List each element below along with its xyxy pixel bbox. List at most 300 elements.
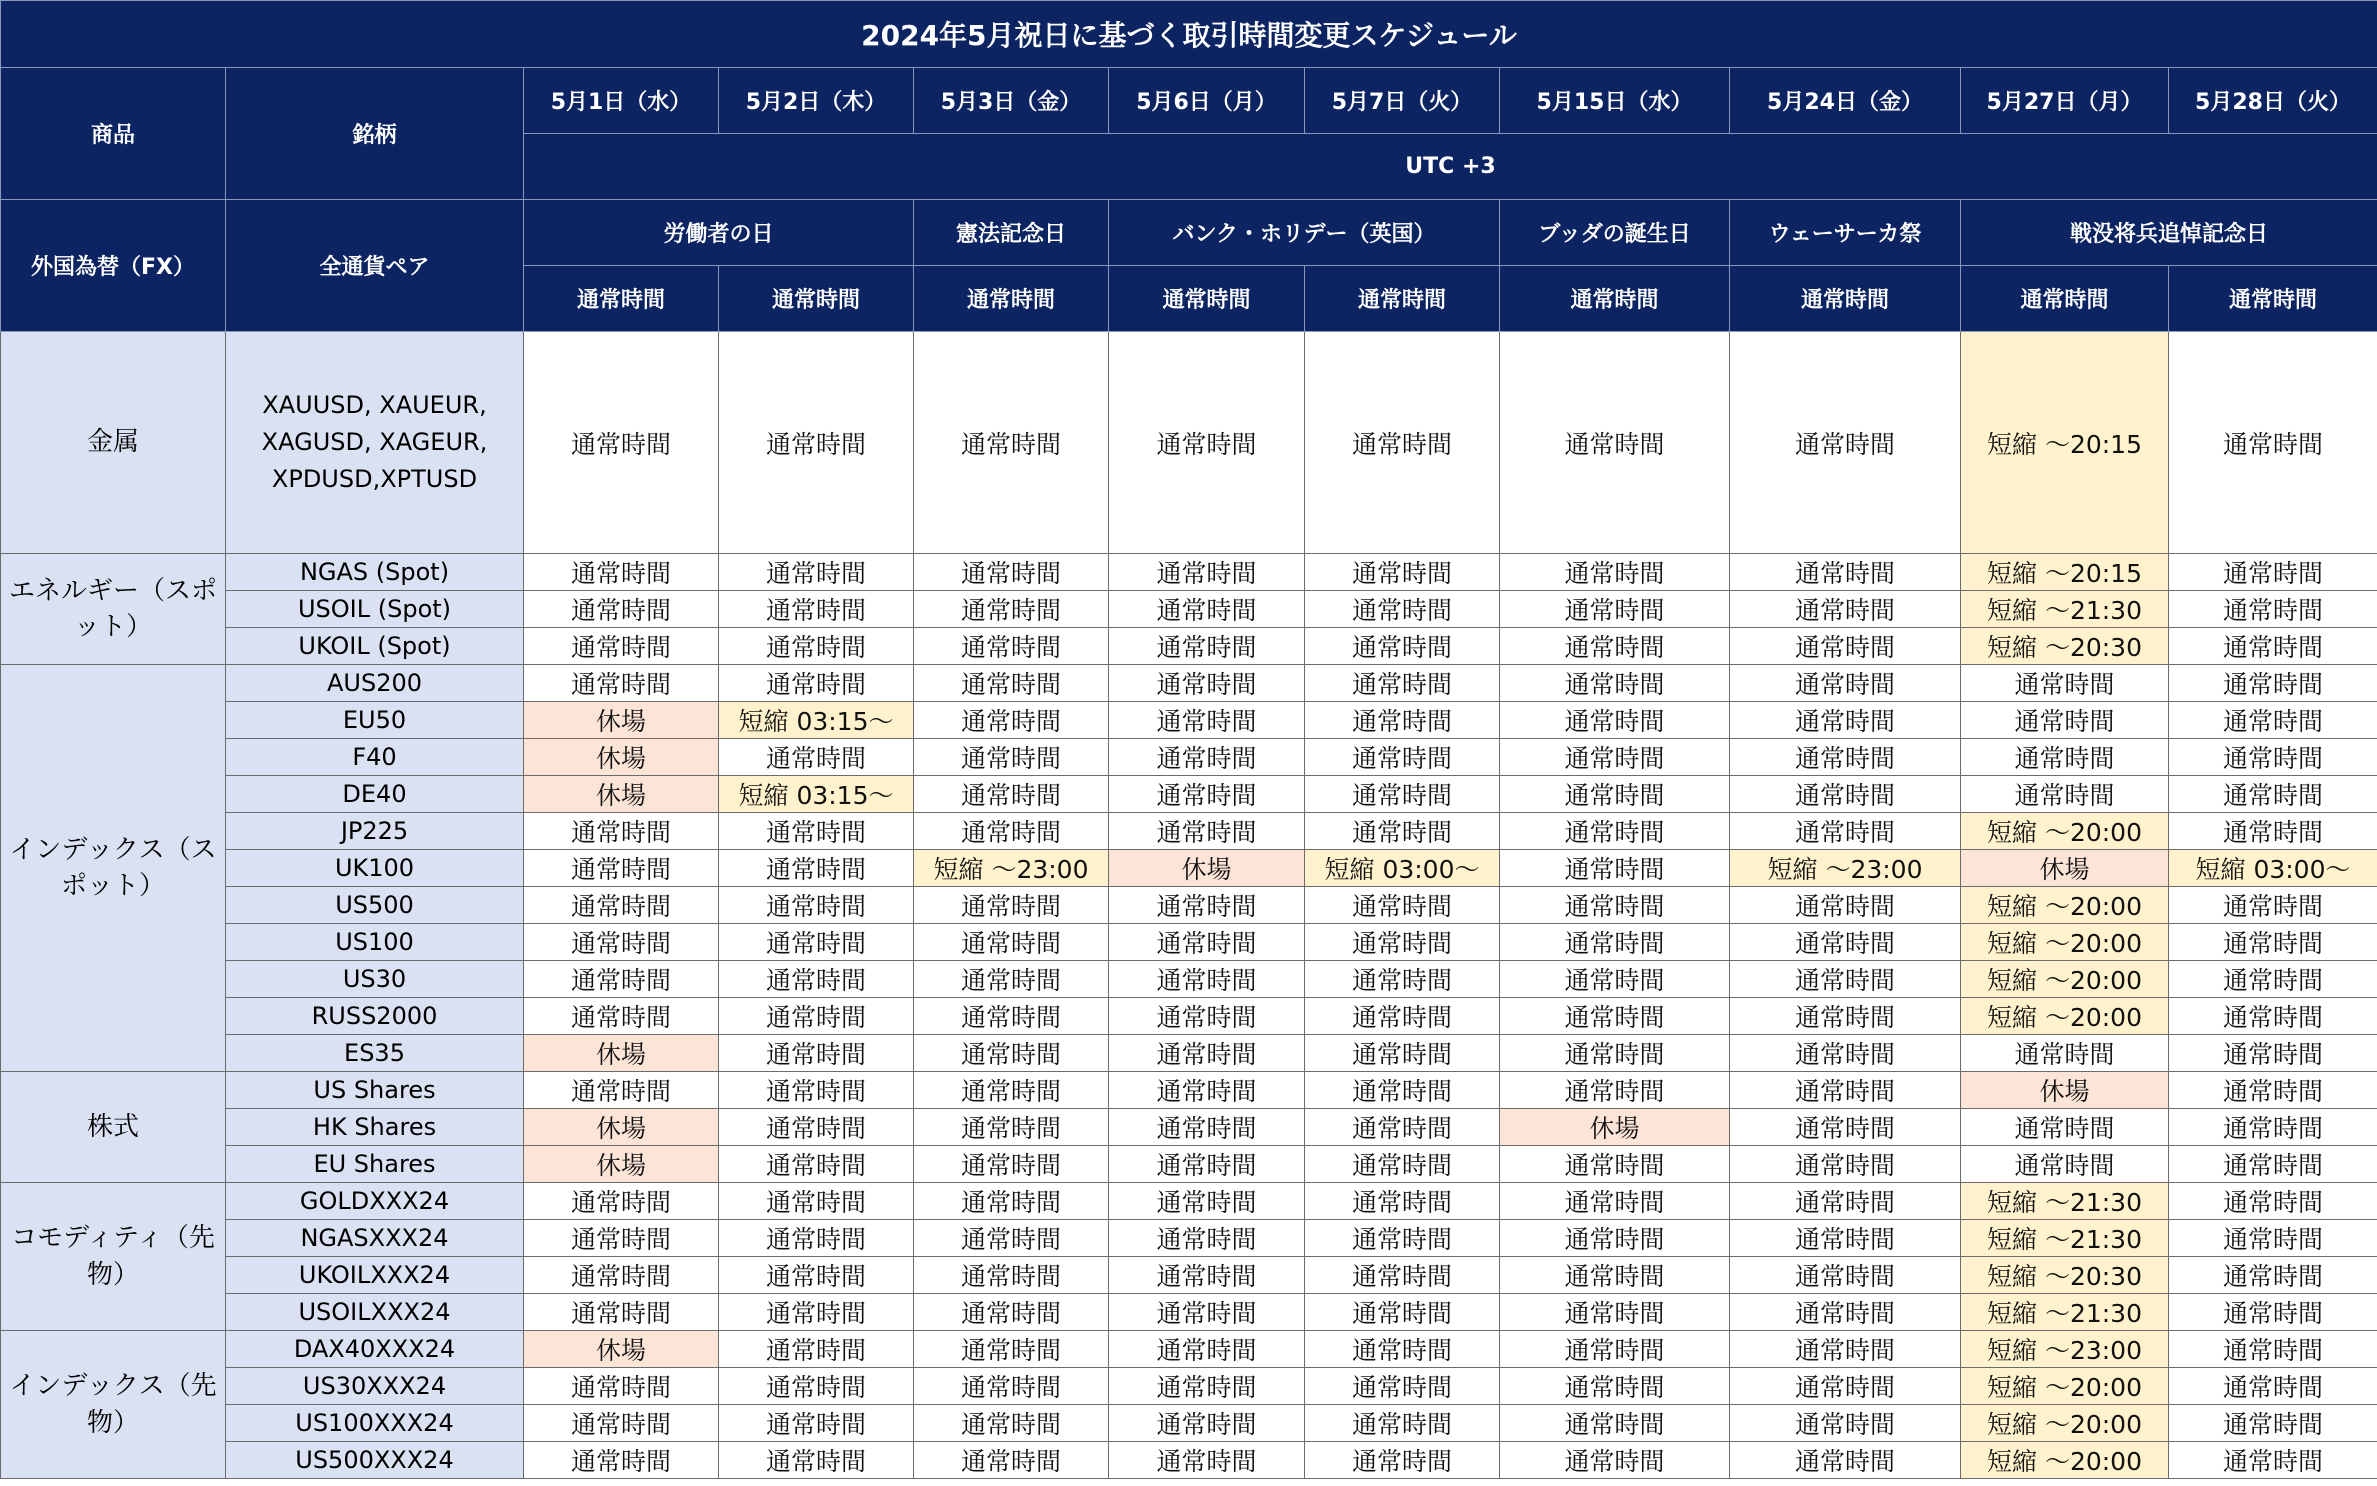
schedule-cell: 通常時間 [1730,591,1961,628]
schedule-cell: 休場 [1961,1072,2169,1109]
schedule-cell: 通常時間 [914,702,1109,739]
schedule-cell: 通常時間 [2169,1257,2377,1294]
schedule-cell: 通常時間 [524,332,719,554]
schedule-cell: 通常時間 [914,554,1109,591]
table-row [1,850,2377,887]
category-label: インデックス（先物） [1,1331,226,1479]
schedule-cell: 休場 [1109,850,1305,887]
schedule-cell: 通常時間 [719,1072,914,1109]
schedule-cell: 通常時間 [1109,998,1305,1035]
symbol-label: EU50 [226,702,524,739]
table-row [1,1294,2377,1331]
symbol-label: US100 [226,924,524,961]
schedule-cell: 通常時間 [1109,554,1305,591]
schedule-cell: 通常時間 [719,961,914,998]
schedule-cell: 通常時間 [1500,1035,1730,1072]
schedule-cell: 休場 [524,776,719,813]
schedule-cell: 通常時間 [1305,1220,1500,1257]
date-header: 5月1日（水） [524,68,719,134]
schedule-cell: 通常時間 [719,998,914,1035]
schedule-cell: 通常時間 [719,1405,914,1442]
schedule-cell: 通常時間 [1109,924,1305,961]
schedule-cell: 短縮 ～21:30 [1961,1183,2169,1220]
symbol-label: UKOILXXX24 [226,1257,524,1294]
schedule-cell: 通常時間 [1730,924,1961,961]
schedule-cell: 通常時間 [1305,332,1500,554]
schedule-cell: 短縮 ～20:00 [1961,1368,2169,1405]
schedule-cell: 通常時間 [524,1183,719,1220]
fx-status: 通常時間 [719,266,914,332]
schedule-cell: 通常時間 [1305,702,1500,739]
schedule-cell: 通常時間 [1305,961,1500,998]
schedule-cell: 通常時間 [914,1183,1109,1220]
schedule-cell: 通常時間 [1500,332,1730,554]
category-label: インデックス（スポット） [1,665,226,1072]
schedule-cell: 短縮 ～20:00 [1961,1405,2169,1442]
schedule-cell: 通常時間 [914,1405,1109,1442]
fx-symbols: 全通貨ペア [226,200,524,332]
schedule-cell: 休場 [524,1035,719,1072]
table-row [1,332,2377,554]
schedule-cell: 通常時間 [1730,1220,1961,1257]
date-header: 5月28日（火） [2169,68,2377,134]
schedule-cell: 通常時間 [719,1035,914,1072]
schedule-cell: 通常時間 [719,1109,914,1146]
schedule-cell: 通常時間 [914,1442,1109,1479]
schedule-cell: 通常時間 [1500,628,1730,665]
table-row [1,1405,2377,1442]
schedule-cell: 通常時間 [719,628,914,665]
schedule-cell: 通常時間 [719,665,914,702]
schedule-cell: 通常時間 [1305,813,1500,850]
symbol-label: USOIL (Spot) [226,591,524,628]
schedule-cell: 通常時間 [2169,591,2377,628]
schedule-cell: 通常時間 [1109,591,1305,628]
schedule-cell: 通常時間 [2169,961,2377,998]
schedule-cell: 通常時間 [1730,554,1961,591]
table-row [1,924,2377,961]
table-row [1,702,2377,739]
schedule-cell: 休場 [524,702,719,739]
schedule-cell: 通常時間 [1305,776,1500,813]
schedule-cell: 短縮 ～20:00 [1961,998,2169,1035]
schedule-cell: 短縮 ～20:30 [1961,628,2169,665]
schedule-cell: 通常時間 [1500,776,1730,813]
schedule-cell: 通常時間 [2169,1109,2377,1146]
schedule-cell: 通常時間 [2169,665,2377,702]
schedule-cell: 短縮 ～20:15 [1961,332,2169,554]
schedule-cell: 通常時間 [2169,813,2377,850]
schedule-cell: 短縮 03:15～ [719,776,914,813]
schedule-cell: 通常時間 [2169,332,2377,554]
schedule-cell: 通常時間 [524,1405,719,1442]
category-label: コモディティ（先物） [1,1183,226,1331]
schedule-cell: 通常時間 [914,665,1109,702]
schedule-cell: 休場 [524,1331,719,1368]
schedule-cell: 通常時間 [1500,1183,1730,1220]
schedule-cell: 通常時間 [719,850,914,887]
symbol-label: XAUUSD, XAUEUR, XAGUSD, XAGEUR, XPDUSD,XPTUSD [226,332,524,554]
schedule-cell: 通常時間 [1500,1257,1730,1294]
schedule-cell: 通常時間 [1500,591,1730,628]
schedule-cell: 通常時間 [1109,665,1305,702]
symbol-label: AUS200 [226,665,524,702]
schedule-cell: 通常時間 [914,961,1109,998]
table-row [1,961,2377,998]
holiday-header: 労働者の日 [524,200,914,266]
schedule-cell: 通常時間 [719,1294,914,1331]
schedule-cell: 通常時間 [1500,924,1730,961]
schedule-cell: 通常時間 [1730,1146,1961,1183]
schedule-cell: 通常時間 [1500,1331,1730,1368]
schedule-cell: 通常時間 [524,1072,719,1109]
category-label: 株式 [1,1072,226,1183]
schedule-cell: 通常時間 [1109,887,1305,924]
schedule-cell: 通常時間 [1730,1183,1961,1220]
table-row [1,739,2377,776]
schedule-cell: 通常時間 [2169,1220,2377,1257]
schedule-cell: 通常時間 [1730,887,1961,924]
holiday-header: バンク・ホリデー（英国） [1109,200,1500,266]
schedule-cell: 通常時間 [1109,739,1305,776]
fx-status: 通常時間 [2169,266,2377,332]
schedule-cell: 通常時間 [1500,1072,1730,1109]
symbol-label: US30XXX24 [226,1368,524,1405]
schedule-cell: 通常時間 [1500,665,1730,702]
schedule-cell: 通常時間 [914,1072,1109,1109]
schedule-cell: 通常時間 [914,776,1109,813]
schedule-cell: 通常時間 [1305,1109,1500,1146]
schedule-cell: 通常時間 [2169,554,2377,591]
schedule-cell: 短縮 ～23:00 [1961,1331,2169,1368]
product-header: 商品 [1,68,226,200]
schedule-cell: 短縮 03:00～ [2169,850,2377,887]
schedule-cell: 通常時間 [914,813,1109,850]
schedule-cell: 通常時間 [1109,776,1305,813]
schedule-cell: 通常時間 [524,1368,719,1405]
schedule-cell: 休場 [1500,1109,1730,1146]
table-row [1,554,2377,591]
schedule-cell: 通常時間 [1500,1405,1730,1442]
symbol-label: US Shares [226,1072,524,1109]
schedule-cell: 通常時間 [1961,739,2169,776]
schedule-cell: 通常時間 [1109,1035,1305,1072]
schedule-cell: 通常時間 [1500,554,1730,591]
schedule-cell: 通常時間 [1109,961,1305,998]
date-header: 5月27日（月） [1961,68,2169,134]
schedule-cell: 通常時間 [914,628,1109,665]
table-row [1,887,2377,924]
schedule-cell: 短縮 ～20:00 [1961,961,2169,998]
table-row [1,998,2377,1035]
schedule-cell: 通常時間 [1730,332,1961,554]
schedule-cell: 通常時間 [719,1442,914,1479]
symbol-label: ES35 [226,1035,524,1072]
table-title: 2024年5月祝日に基づく取引時間変更スケジュール [1,1,2377,68]
schedule-cell: 通常時間 [1730,1257,1961,1294]
schedule-cell: 通常時間 [1500,813,1730,850]
timezone-header: UTC +3 [524,134,2377,200]
schedule-cell: 通常時間 [1961,665,2169,702]
schedule-cell: 通常時間 [1305,1331,1500,1368]
table-row [1,1183,2377,1220]
schedule-cell: 短縮 ～21:30 [1961,591,2169,628]
symbol-header: 銘柄 [226,68,524,200]
symbol-label: NGASXXX24 [226,1220,524,1257]
schedule-cell: 通常時間 [2169,628,2377,665]
schedule-cell: 通常時間 [1730,665,1961,702]
schedule-cell: 通常時間 [1109,1146,1305,1183]
schedule-cell: 通常時間 [914,1294,1109,1331]
fx-status: 通常時間 [914,266,1109,332]
schedule-cell: 短縮 ～20:00 [1961,1442,2169,1479]
schedule-cell: 通常時間 [719,887,914,924]
schedule-cell: 短縮 ～23:00 [914,850,1109,887]
schedule-cell: 通常時間 [719,1146,914,1183]
fx-status: 通常時間 [1305,266,1500,332]
schedule-cell: 通常時間 [1730,998,1961,1035]
schedule-cell: 通常時間 [1305,591,1500,628]
schedule-cell: 通常時間 [524,1220,719,1257]
schedule-cell: 休場 [524,1146,719,1183]
schedule-cell: 通常時間 [1109,1331,1305,1368]
schedule-cell: 通常時間 [1305,998,1500,1035]
schedule-cell: 通常時間 [2169,739,2377,776]
schedule-cell: 通常時間 [1730,702,1961,739]
schedule-cell: 通常時間 [914,1146,1109,1183]
holiday-header: ウェーサーカ祭 [1730,200,1961,266]
schedule-cell: 通常時間 [524,813,719,850]
schedule-cell: 通常時間 [914,1109,1109,1146]
schedule-cell: 通常時間 [1109,1442,1305,1479]
schedule-cell: 通常時間 [1500,702,1730,739]
schedule-cell: 短縮 ～21:30 [1961,1220,2169,1257]
schedule-cell: 短縮 ～21:30 [1961,1294,2169,1331]
schedule-cell: 短縮 ～23:00 [1730,850,1961,887]
table-row [1,628,2377,665]
symbol-label: F40 [226,739,524,776]
schedule-cell: 通常時間 [1500,739,1730,776]
schedule-cell: 通常時間 [2169,1331,2377,1368]
symbol-label: NGAS (Spot) [226,554,524,591]
holiday-header: ブッダの誕生日 [1500,200,1730,266]
table-row [1,776,2377,813]
schedule-cell: 通常時間 [1305,1072,1500,1109]
schedule-cell: 通常時間 [914,887,1109,924]
schedule-cell: 通常時間 [524,1294,719,1331]
schedule-cell: 通常時間 [914,332,1109,554]
schedule-cell: 通常時間 [1305,1368,1500,1405]
schedule-cell: 通常時間 [1305,1294,1500,1331]
fx-category: 外国為替（FX） [1,200,226,332]
schedule-cell: 通常時間 [719,1331,914,1368]
schedule-body [1,332,2377,1479]
schedule-cell: 通常時間 [2169,776,2377,813]
schedule-cell: 通常時間 [1305,1405,1500,1442]
symbol-label: HK Shares [226,1109,524,1146]
schedule-cell: 通常時間 [1305,554,1500,591]
schedule-cell: 通常時間 [1109,628,1305,665]
symbol-label: DAX40XXX24 [226,1331,524,1368]
table-row [1,1368,2377,1405]
schedule-cell: 通常時間 [1109,813,1305,850]
fx-status: 通常時間 [1109,266,1305,332]
date-header: 5月15日（水） [1500,68,1730,134]
date-header: 5月6日（月） [1109,68,1305,134]
schedule-cell: 通常時間 [1109,1183,1305,1220]
schedule-cell: 休場 [524,1109,719,1146]
schedule-cell: 通常時間 [524,1257,719,1294]
date-header: 5月24日（金） [1730,68,1961,134]
symbol-label: US500 [226,887,524,924]
schedule-cell: 通常時間 [1730,628,1961,665]
category-label: エネルギー（スポット） [1,554,226,665]
schedule-cell: 通常時間 [1109,1257,1305,1294]
schedule-cell: 通常時間 [2169,1146,2377,1183]
schedule-cell: 通常時間 [1730,813,1961,850]
schedule-cell: 通常時間 [524,1442,719,1479]
schedule-cell: 通常時間 [914,1368,1109,1405]
schedule-cell: 通常時間 [1305,1442,1500,1479]
schedule-cell: 通常時間 [1730,961,1961,998]
schedule-cell: 通常時間 [914,1220,1109,1257]
schedule-cell: 通常時間 [1305,628,1500,665]
schedule-cell: 通常時間 [1730,1405,1961,1442]
schedule-cell: 通常時間 [1961,702,2169,739]
schedule-cell: 通常時間 [524,591,719,628]
schedule-cell: 通常時間 [1109,332,1305,554]
schedule-cell: 休場 [1961,850,2169,887]
schedule-cell: 通常時間 [524,850,719,887]
symbol-label: USOILXXX24 [226,1294,524,1331]
schedule-cell: 通常時間 [1109,1109,1305,1146]
schedule-cell: 通常時間 [719,1257,914,1294]
symbol-label: GOLDXXX24 [226,1183,524,1220]
schedule-cell: 通常時間 [914,739,1109,776]
table-row [1,1072,2377,1109]
table-row [1,813,2377,850]
fx-status: 通常時間 [1730,266,1961,332]
schedule-cell: 通常時間 [1730,1072,1961,1109]
schedule-cell: 通常時間 [1961,1109,2169,1146]
schedule-cell: 通常時間 [1730,739,1961,776]
schedule-cell: 短縮 ～20:00 [1961,924,2169,961]
schedule-cell: 通常時間 [1109,702,1305,739]
schedule-cell: 休場 [524,739,719,776]
schedule-cell: 通常時間 [719,739,914,776]
schedule-cell: 通常時間 [1730,1368,1961,1405]
schedule-cell: 通常時間 [1500,887,1730,924]
schedule-cell: 通常時間 [1109,1072,1305,1109]
symbol-label: RUSS2000 [226,998,524,1035]
schedule-cell: 通常時間 [1109,1405,1305,1442]
schedule-cell: 通常時間 [2169,1405,2377,1442]
table-row [1,591,2377,628]
schedule-cell: 通常時間 [1500,850,1730,887]
schedule-cell: 通常時間 [1730,1331,1961,1368]
schedule-cell: 通常時間 [2169,1368,2377,1405]
schedule-cell: 通常時間 [2169,1072,2377,1109]
schedule-cell: 通常時間 [1961,1035,2169,1072]
schedule-cell: 通常時間 [2169,702,2377,739]
schedule-cell: 通常時間 [2169,1294,2377,1331]
schedule-cell: 通常時間 [524,887,719,924]
holiday-header: 憲法記念日 [914,200,1109,266]
symbol-label: US30 [226,961,524,998]
date-header: 5月7日（火） [1305,68,1500,134]
schedule-cell: 通常時間 [1961,776,2169,813]
schedule-cell: 短縮 ～20:00 [1961,813,2169,850]
schedule-cell: 通常時間 [524,554,719,591]
schedule-cell: 通常時間 [2169,1442,2377,1479]
schedule-cell: 通常時間 [1730,776,1961,813]
schedule-cell: 通常時間 [2169,1035,2377,1072]
schedule-cell: 通常時間 [719,924,914,961]
category-label: 金属 [1,332,226,554]
schedule-cell: 通常時間 [719,1183,914,1220]
schedule-cell: 通常時間 [719,332,914,554]
table-row [1,1257,2377,1294]
schedule-cell: 短縮 ～20:15 [1961,554,2169,591]
schedule-cell: 通常時間 [719,813,914,850]
schedule-cell: 通常時間 [719,1220,914,1257]
schedule-cell: 通常時間 [719,554,914,591]
schedule-cell: 通常時間 [2169,924,2377,961]
schedule-cell: 通常時間 [1500,1294,1730,1331]
schedule-cell: 短縮 03:15～ [719,702,914,739]
schedule-cell: 通常時間 [1500,1368,1730,1405]
schedule-cell: 短縮 03:00～ [1305,850,1500,887]
table-row [1,1146,2377,1183]
schedule-cell: 通常時間 [1305,1183,1500,1220]
date-header: 5月3日（金） [914,68,1109,134]
schedule-cell: 通常時間 [914,1257,1109,1294]
schedule-cell: 通常時間 [1500,1146,1730,1183]
schedule-cell: 通常時間 [1305,887,1500,924]
schedule-cell: 通常時間 [1109,1294,1305,1331]
schedule-cell: 通常時間 [1305,924,1500,961]
schedule-cell: 通常時間 [914,591,1109,628]
schedule-cell: 通常時間 [1305,1257,1500,1294]
schedule-cell: 通常時間 [1730,1294,1961,1331]
table-row [1,1109,2377,1146]
symbol-label: JP225 [226,813,524,850]
schedule-cell: 通常時間 [524,665,719,702]
schedule-cell: 通常時間 [1305,1035,1500,1072]
schedule-cell: 通常時間 [1500,998,1730,1035]
schedule-cell: 通常時間 [914,998,1109,1035]
schedule-cell: 通常時間 [2169,998,2377,1035]
schedule-cell: 通常時間 [1961,1146,2169,1183]
fx-status: 通常時間 [1500,266,1730,332]
table-row [1,1035,2377,1072]
schedule-cell: 通常時間 [1109,1368,1305,1405]
schedule-cell: 通常時間 [719,1368,914,1405]
schedule-cell: 通常時間 [914,1035,1109,1072]
date-header: 5月2日（木） [719,68,914,134]
fx-status: 通常時間 [1961,266,2169,332]
schedule-cell: 通常時間 [914,924,1109,961]
schedule-cell: 通常時間 [1109,1220,1305,1257]
schedule-cell: 短縮 ～20:30 [1961,1257,2169,1294]
schedule-cell: 通常時間 [1500,961,1730,998]
schedule-cell: 通常時間 [1730,1442,1961,1479]
schedule-cell: 通常時間 [2169,887,2377,924]
fx-status: 通常時間 [524,266,719,332]
holiday-header: 戦没将兵追悼記念日 [1961,200,2377,266]
schedule-cell: 通常時間 [719,591,914,628]
schedule-cell: 通常時間 [1305,739,1500,776]
